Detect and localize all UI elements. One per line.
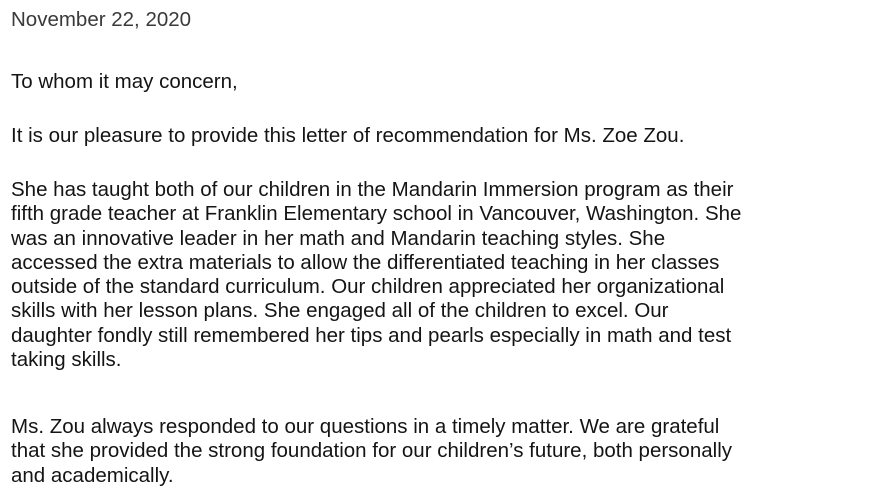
paragraph-teaching (11, 178, 741, 372)
text-line: Ms. Zou always responded to our questions in a timely matter. We are grateful (11, 415, 720, 438)
text-line: was an innovative leader in her math and Mandarin teaching styles. She (11, 226, 666, 250)
text-line: taking skills. (11, 348, 122, 372)
letter-salutation: To whom it may concern, (11, 70, 238, 93)
paragraph-gratitude (11, 415, 732, 488)
letter-date: November 22, 2020 (11, 8, 192, 31)
text-line: daughter fondly still remembered her tips and pearls especially in math and test (11, 323, 732, 347)
text-line: outside of the standard curriculum. Our children appreciated her organizational (11, 275, 725, 299)
text-line: skills with her lesson plans. She engaged all of the children to excel. Our (11, 299, 669, 323)
text-line: She has taught both of our children in the Mandarin Immersion program as their (11, 178, 734, 201)
text-line: It is our pleasure to provide this letter of recommendation for Ms. Zoe Zou. (11, 124, 685, 147)
text-line: that she provided the strong foundation for our children’s future, both personally (11, 439, 732, 463)
text-line: fifth grade teacher at Franklin Elementary school in Vancouver, Washington. She (11, 202, 742, 226)
text-line: and academically. (11, 463, 174, 487)
paragraph-intro (11, 124, 684, 148)
text-line: accessed the extra materials to allow the differentiated teaching in her classes (11, 250, 720, 274)
